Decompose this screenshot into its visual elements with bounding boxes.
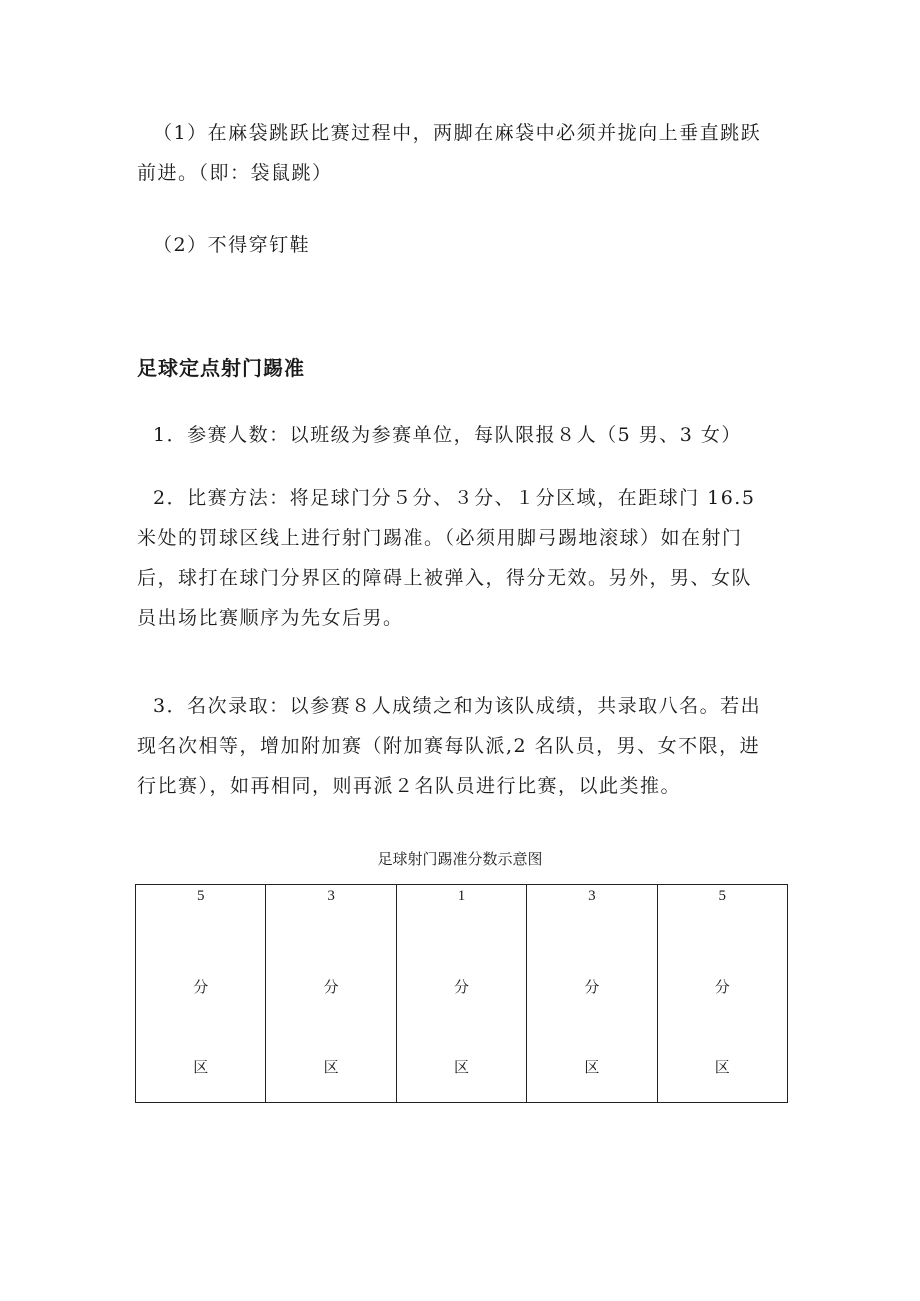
zone-qu-label: 区 — [323, 1060, 339, 1076]
item-2-line-1: 2．比赛方法：将足球门分５分、３分、１分区域，在距球门 16.5 — [153, 487, 756, 509]
zone-score: 5 — [196, 888, 205, 904]
item-3-line-2: 现名次相等，增加附加赛（附加赛每队派,2 名队员，男、女不限，进 — [137, 735, 761, 757]
item-2-line-4: 员出场比赛顺序为先女后男。 — [137, 607, 404, 629]
rule-2-line-1: （2）不得穿钉鞋 — [153, 234, 311, 256]
diagram-caption: 足球射门踢准分数示意图 — [377, 852, 543, 868]
rule-2-paragraph — [137, 225, 791, 265]
zone-qu-label: 区 — [584, 1060, 600, 1076]
zone-2 — [266, 885, 396, 1103]
zone-score: 1 — [457, 888, 466, 904]
item-2-line-3: 后，球打在球门分界区的障碍上被弹入，得分无效。另外，男、女队 — [137, 567, 753, 589]
item-3-paragraph — [137, 686, 791, 806]
section-title: 足球定点射门踢准 — [137, 356, 305, 380]
rule-1-paragraph — [137, 113, 791, 193]
zone-fen-label: 分 — [323, 980, 339, 996]
item-2-paragraph — [137, 478, 791, 638]
zone-score: 3 — [327, 888, 335, 904]
rule-1-line-1: （1）在麻袋跳跃比赛过程中，两脚在麻袋中必须并拢向上垂直跳跃 — [153, 122, 762, 144]
zone-5 — [657, 885, 787, 1103]
rule-1-line-2: 前进。（即：袋鼠跳） — [137, 162, 333, 184]
zone-fen-label: 分 — [193, 980, 209, 996]
zone-qu-label: 区 — [193, 1060, 209, 1076]
goal-zone-diagram — [135, 884, 788, 1103]
zone-4 — [527, 885, 657, 1103]
item-1-line-1: 1．参赛人数：以班级为参赛单位，每队限报８人（5 男、3 女） — [153, 424, 742, 446]
zone-score: 5 — [718, 888, 727, 904]
zone-1 — [136, 885, 266, 1103]
item-1-paragraph — [137, 415, 791, 455]
zone-row — [136, 885, 788, 1103]
item-2-line-2: 米处的罚球区线上进行射门踢准。（必须用脚弓踢地滚球）如在射门 — [137, 527, 743, 549]
zone-score: 3 — [588, 888, 596, 904]
item-3-line-3: 行比赛），如再相同，则再派２名队员进行比赛，以此类推。 — [137, 775, 682, 797]
item-3-line-1: 3．名次录取：以参赛８人成绩之和为该队成绩，共录取八名。若出 — [153, 695, 762, 717]
zone-qu-label: 区 — [453, 1060, 469, 1076]
zone-fen-label: 分 — [584, 980, 600, 996]
zone-3 — [396, 885, 526, 1103]
zone-fen-label: 分 — [714, 980, 730, 996]
zone-fen-label: 分 — [453, 980, 469, 996]
zone-qu-label: 区 — [714, 1060, 730, 1076]
